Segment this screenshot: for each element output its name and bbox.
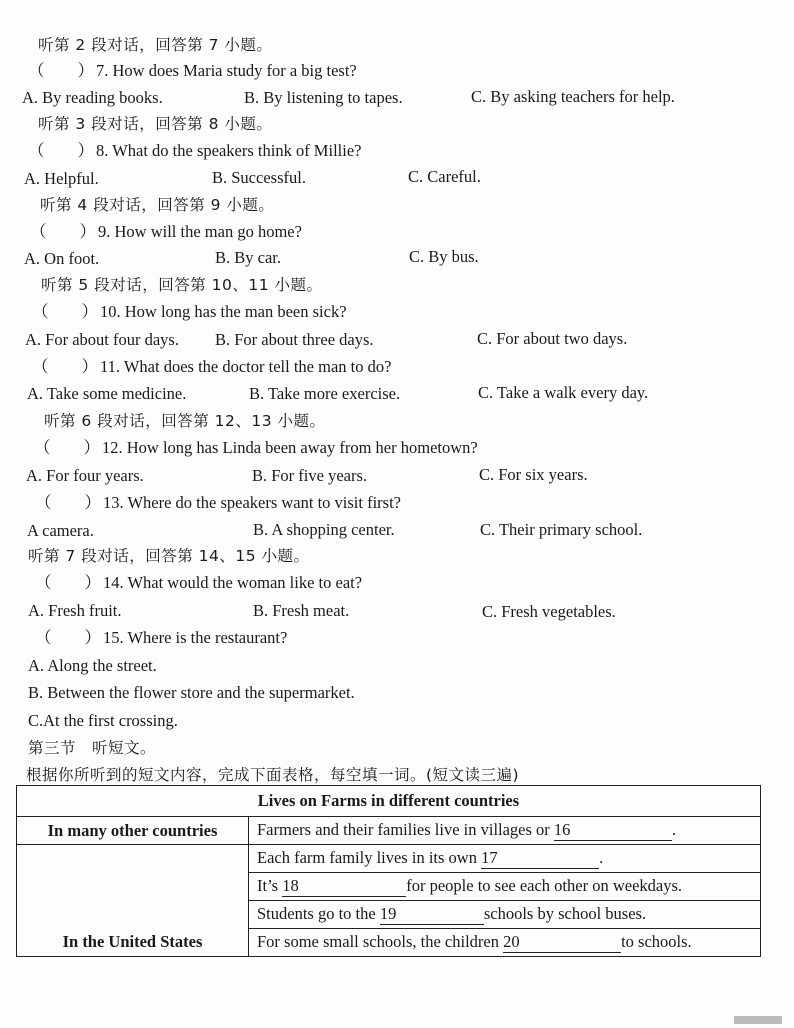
option-15b: B. Between the flower store and the supermarket. <box>28 683 355 702</box>
question-text: 9. How will the man go home? <box>98 222 302 241</box>
question-text: 13. Where do the speakers want to visit first? <box>103 493 401 512</box>
table-title: Lives on Farms in different countries <box>17 786 761 817</box>
farm-life-table <box>16 785 761 957</box>
question-12 <box>34 438 478 458</box>
option-15a: A. Along the street. <box>28 656 157 675</box>
table-row-18 <box>249 873 761 901</box>
option-9c: C. By bus. <box>409 247 479 266</box>
dialogue-7-instruction: 听第 7 段对话，回答第 14、15 小题。 <box>28 547 310 565</box>
option-10a: A. For about four days. <box>25 330 179 349</box>
question-text: 11. What does the doctor tell the man to do? <box>100 357 392 376</box>
answer-paren[interactable]: （ ） <box>34 438 100 457</box>
answer-paren[interactable]: （ ） <box>28 61 94 80</box>
option-12b: B. For five years. <box>252 466 368 485</box>
dialogue-3-instruction: 听第 3 段对话，回答第 8 小题。 <box>38 115 273 133</box>
option-13c: C. Their primary school. <box>480 520 643 539</box>
row-text-end: . <box>599 848 604 867</box>
question-text: 7. How does Maria study for a big test? <box>96 61 357 80</box>
blank-18[interactable] <box>282 876 406 897</box>
question-10 <box>32 302 347 322</box>
question-13 <box>35 493 401 513</box>
answer-paren[interactable]: （ ） <box>35 573 101 592</box>
answer-paren[interactable]: （ ） <box>35 628 101 647</box>
blank-number: 19 <box>379 904 397 923</box>
option-15c: C.At the first crossing. <box>28 711 178 730</box>
section-3-heading: 第三节 听短文。 <box>28 739 157 757</box>
option-8b: B. Successful. <box>212 168 306 187</box>
question-text: 12. How long has Linda been away from her hometown? <box>102 438 478 457</box>
question-text: 10. How long has the man been sick? <box>100 302 347 321</box>
option-11b: B. Take more exercise. <box>249 384 401 403</box>
blank-number: 18 <box>282 876 299 895</box>
option-11a: A. Take some medicine. <box>27 384 187 403</box>
row-text: Students go to the <box>257 904 380 923</box>
dialogue-2-instruction: 听第 2 段对话，回答第 7 小题。 <box>38 36 273 54</box>
blank-number: 16 <box>553 820 571 839</box>
option-9b: B. By car. <box>215 248 281 267</box>
table-row-20 <box>249 929 761 957</box>
option-10b: B. For about three days. <box>215 330 374 349</box>
row-text: Farmers and their families live in villages or <box>257 820 554 839</box>
blank-number: 17 <box>481 848 498 867</box>
option-14a: A. Fresh fruit. <box>28 601 122 620</box>
option-14b: B. Fresh meat. <box>253 601 350 620</box>
answer-paren[interactable]: （ ） <box>35 493 101 512</box>
blank-19[interactable] <box>380 904 484 925</box>
row-text-end: to schools. <box>621 932 692 951</box>
row-text: It’s <box>257 876 283 895</box>
option-11c: C. Take a walk every day. <box>478 383 649 402</box>
option-13a: A camera. <box>27 521 94 540</box>
blank-16[interactable] <box>554 820 672 841</box>
blank-17[interactable] <box>481 848 599 869</box>
answer-paren[interactable]: （ ） <box>32 357 98 376</box>
question-text: 8. What do the speakers think of Millie? <box>96 141 362 160</box>
dialogue-4-instruction: 听第 4 段对话，回答第 9 小题。 <box>40 196 275 214</box>
question-14 <box>35 573 362 593</box>
question-15 <box>35 628 287 648</box>
question-7 <box>28 61 357 81</box>
section-3-instruction: 根据你所听到的短文内容，完成下面表格，每空填一词。(短文读三遍) <box>26 766 520 784</box>
option-7c: C. By asking teachers for help. <box>471 87 675 106</box>
option-13b: B. A shopping center. <box>253 520 395 539</box>
option-12c: C. For six years. <box>479 465 588 484</box>
option-9a: A. On foot. <box>24 249 100 268</box>
answer-paren[interactable]: （ ） <box>28 141 94 160</box>
option-12a: A. For four years. <box>26 466 144 485</box>
option-7a: A. By reading books. <box>22 88 163 107</box>
blank-20[interactable] <box>503 932 621 953</box>
option-14c: C. Fresh vegetables. <box>482 602 616 621</box>
table-row-19 <box>249 901 761 929</box>
row-text: Each farm family lives in its own <box>257 848 482 867</box>
question-text: 14. What would the woman like to eat? <box>103 573 363 592</box>
option-10c: C. For about two days. <box>477 329 628 348</box>
table-row-17 <box>249 845 761 873</box>
question-11 <box>32 357 391 377</box>
row-text-end: . <box>671 820 677 839</box>
table-row-16 <box>249 817 761 845</box>
row-text: For some small schools, the children <box>257 932 504 951</box>
option-7b: B. By listening to tapes. <box>244 88 403 107</box>
option-8a: A. Helpful. <box>24 169 99 188</box>
row-label-united-states: In the United States <box>17 845 249 957</box>
dialogue-6-instruction: 听第 6 段对话，回答第 12、13 小题。 <box>44 412 326 430</box>
answer-paren[interactable]: （ ） <box>30 222 96 241</box>
dialogue-5-instruction: 听第 5 段对话，回答第 10、11 小题。 <box>41 276 323 294</box>
blank-number: 20 <box>503 932 520 951</box>
question-9 <box>30 222 302 242</box>
row-label-other-countries: In many other countries <box>17 817 249 845</box>
answer-paren[interactable]: （ ） <box>32 302 98 321</box>
watermark-logo <box>734 1016 782 1024</box>
row-text-end: schools by school buses. <box>483 904 647 923</box>
question-text: 15. Where is the restaurant? <box>103 628 288 647</box>
row-text-end: for people to see each other on weekdays. <box>406 876 683 895</box>
question-8 <box>28 141 361 161</box>
option-8c: C. Careful. <box>408 167 481 186</box>
